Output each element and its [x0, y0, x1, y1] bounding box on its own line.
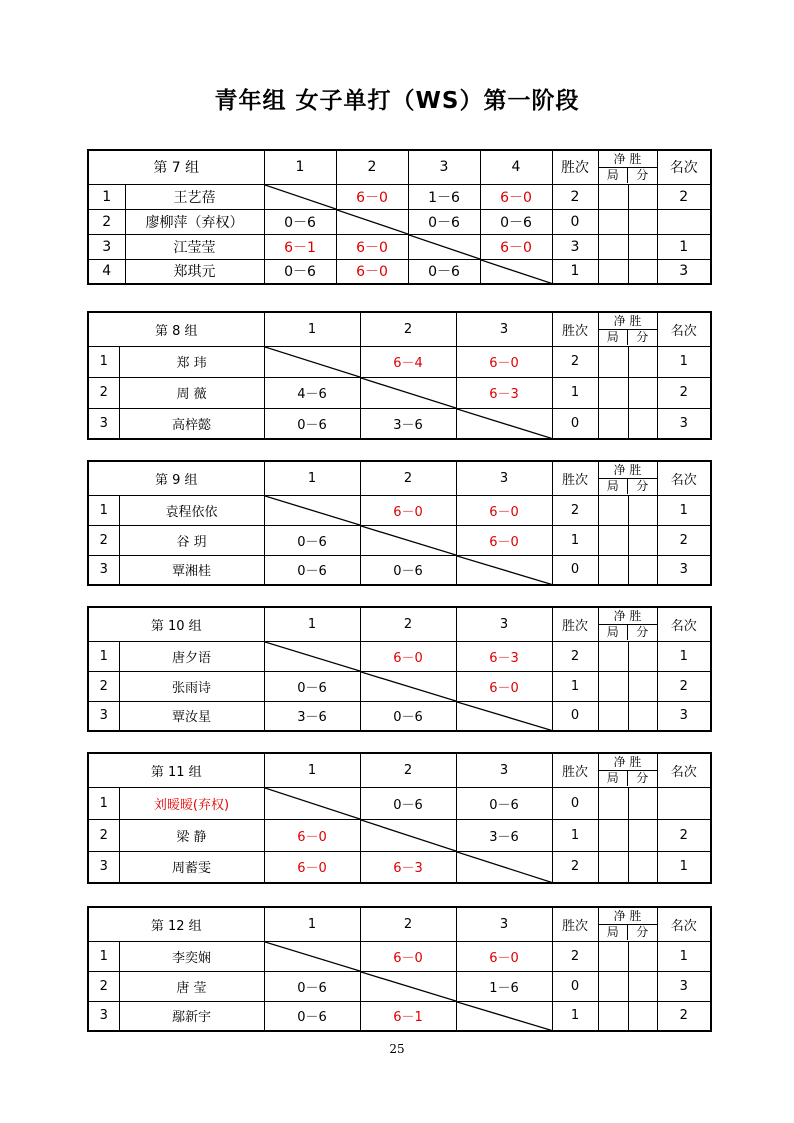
rank-cell: 1 — [657, 851, 711, 883]
player-number: 3 — [88, 851, 119, 883]
wins-cell: 0 — [552, 555, 598, 585]
ju-cell — [598, 495, 628, 525]
score-cell: 0－6 — [456, 787, 552, 819]
diagonal-line — [361, 820, 456, 851]
fen-cell — [628, 259, 657, 284]
diagonal-line — [457, 1002, 552, 1031]
fen-cell — [628, 209, 657, 234]
rank-cell: 1 — [657, 234, 711, 259]
score-cell: 3－6 — [264, 701, 360, 731]
score-cell: 6－0 — [456, 671, 552, 701]
score-cell: 6－1 — [264, 234, 336, 259]
diagonal-line — [457, 556, 552, 585]
diagonal-line — [457, 409, 552, 439]
score-cell: 0－6 — [264, 259, 336, 284]
score-cell: 3－6 — [360, 408, 456, 439]
score-cell: 6－1 — [360, 1001, 456, 1031]
net-win-sub — [599, 330, 657, 345]
wins-cell: 1 — [552, 1001, 598, 1031]
player-name: 鄢新宇 — [119, 1001, 264, 1031]
column-header: 1 — [264, 607, 360, 641]
ju-cell — [598, 408, 628, 439]
score-cell: 0－6 — [408, 259, 480, 284]
score-cell: 4－6 — [264, 377, 360, 408]
player-number: 3 — [88, 555, 119, 585]
column-header: 1 — [264, 150, 336, 184]
player-name: 覃汝星 — [119, 701, 264, 731]
ju-cell — [598, 1001, 628, 1031]
rank-header: 名次 — [657, 150, 711, 184]
fen-label: 分 — [636, 167, 649, 182]
player-number: 2 — [88, 819, 119, 851]
score-cell: 0－6 — [264, 671, 360, 701]
ju-cell — [598, 184, 628, 209]
rank-header: 名次 — [657, 312, 711, 346]
score-cell: 0－6 — [264, 408, 360, 439]
diagonal-cell — [336, 209, 408, 234]
player-number: 4 — [88, 259, 125, 284]
score-cell: 6－0 — [480, 234, 552, 259]
score-cell: 6－0 — [456, 941, 552, 971]
score-cell: 6－0 — [456, 525, 552, 555]
diagonal-cell — [456, 408, 552, 439]
player-row — [88, 525, 711, 555]
score-cell: 1－6 — [408, 184, 480, 209]
diagonal-cell — [264, 495, 360, 525]
rank-header: 名次 — [657, 907, 711, 941]
ju-cell — [598, 377, 628, 408]
net-win-header — [598, 907, 657, 941]
diagonal-line — [361, 672, 456, 701]
column-header: 1 — [264, 907, 360, 941]
fen-label: 分 — [636, 624, 649, 639]
player-number: 2 — [88, 971, 119, 1001]
rank-cell: 2 — [657, 819, 711, 851]
player-name: 周蓄雯 — [119, 851, 264, 883]
wins-header: 胜次 — [552, 312, 598, 346]
rank-cell: 2 — [657, 1001, 711, 1031]
score-cell: 6－0 — [336, 234, 408, 259]
column-header: 1 — [264, 753, 360, 787]
fen-label: 分 — [636, 329, 649, 344]
net-win-header — [598, 607, 657, 641]
group-name: 第 10 组 — [88, 607, 264, 641]
player-name: 郑琪元 — [125, 259, 264, 284]
column-header: 1 — [264, 312, 360, 346]
column-header: 3 — [456, 461, 552, 495]
diagonal-line — [361, 378, 456, 408]
player-row — [88, 851, 711, 883]
ju-cell — [598, 555, 628, 585]
rank-cell: 3 — [657, 408, 711, 439]
diagonal-line — [265, 496, 360, 525]
rank-cell: 2 — [657, 377, 711, 408]
player-row — [88, 209, 711, 234]
net-win-label: 净 胜 — [599, 463, 657, 479]
ju-cell — [598, 851, 628, 883]
player-name: 唐 莹 — [119, 971, 264, 1001]
player-row — [88, 234, 711, 259]
player-number: 1 — [88, 495, 119, 525]
fen-cell — [628, 971, 657, 1001]
fen-label: 分 — [636, 770, 649, 785]
fen-label: 分 — [636, 924, 649, 939]
wins-cell: 1 — [552, 259, 598, 284]
score-cell: 6－0 — [456, 346, 552, 377]
player-number: 1 — [88, 346, 119, 377]
rank-cell: 2 — [657, 184, 711, 209]
diagonal-cell — [360, 819, 456, 851]
column-header: 3 — [456, 753, 552, 787]
net-win-label: 净 胜 — [599, 755, 657, 771]
score-cell: 0－6 — [264, 1001, 360, 1031]
diagonal-cell — [360, 377, 456, 408]
net-win-sub — [599, 168, 657, 183]
score-cell: 3－6 — [456, 819, 552, 851]
column-header: 2 — [360, 312, 456, 346]
ju-cell — [598, 971, 628, 1001]
player-name: 江莹莹 — [125, 234, 264, 259]
score-cell: 0－6 — [264, 971, 360, 1001]
net-win-sub — [599, 771, 657, 786]
ju-cell — [598, 525, 628, 555]
column-header: 4 — [480, 150, 552, 184]
diagonal-cell — [456, 555, 552, 585]
score-cell: 6－0 — [360, 495, 456, 525]
wins-cell: 1 — [552, 377, 598, 408]
score-cell: 0－6 — [360, 555, 456, 585]
ju-label: 局 — [599, 625, 629, 640]
ju-label: 局 — [599, 330, 629, 345]
wins-header: 胜次 — [552, 150, 598, 184]
score-cell: 6－0 — [480, 184, 552, 209]
rank-cell: 3 — [657, 259, 711, 284]
diagonal-line — [265, 942, 360, 971]
player-row — [88, 971, 711, 1001]
net-win-header — [598, 312, 657, 346]
diagonal-line — [409, 235, 480, 259]
score-cell: 0－6 — [360, 787, 456, 819]
group-name: 第 12 组 — [88, 907, 264, 941]
player-name: 谷 玥 — [119, 525, 264, 555]
wins-cell: 0 — [552, 701, 598, 731]
player-number: 1 — [88, 941, 119, 971]
player-row — [88, 1001, 711, 1031]
score-cell: 6－0 — [336, 259, 408, 284]
player-number: 3 — [88, 701, 119, 731]
column-header: 3 — [456, 312, 552, 346]
player-number: 2 — [88, 377, 119, 408]
player-name: 廖柳萍（弃权） — [125, 209, 264, 234]
column-header: 2 — [360, 607, 456, 641]
diagonal-cell — [360, 971, 456, 1001]
net-win-header — [598, 753, 657, 787]
player-row — [88, 819, 711, 851]
wins-cell: 0 — [552, 787, 598, 819]
diagonal-cell — [480, 259, 552, 284]
fen-cell — [628, 787, 657, 819]
diagonal-cell — [408, 234, 480, 259]
diagonal-line — [265, 642, 360, 671]
ju-cell — [598, 259, 628, 284]
net-win-sub — [599, 479, 657, 494]
ju-cell — [598, 819, 628, 851]
player-row — [88, 701, 711, 731]
player-row — [88, 941, 711, 971]
player-row — [88, 555, 711, 585]
rank-cell: 3 — [657, 555, 711, 585]
fen-cell — [628, 819, 657, 851]
wins-cell: 1 — [552, 671, 598, 701]
diagonal-cell — [360, 525, 456, 555]
player-row — [88, 346, 711, 377]
player-name: 覃湘桂 — [119, 555, 264, 585]
wins-cell: 2 — [552, 851, 598, 883]
player-number: 2 — [88, 525, 119, 555]
ju-cell — [598, 787, 628, 819]
group-table — [87, 906, 712, 1032]
score-cell: 0－6 — [408, 209, 480, 234]
wins-header: 胜次 — [552, 461, 598, 495]
ju-label: 局 — [599, 925, 629, 940]
diagonal-cell — [264, 787, 360, 819]
wins-cell: 2 — [552, 346, 598, 377]
score-cell: 6－3 — [360, 851, 456, 883]
net-win-header — [598, 150, 657, 184]
fen-cell — [628, 941, 657, 971]
rank-cell: 2 — [657, 671, 711, 701]
score-cell: 0－6 — [264, 525, 360, 555]
player-number: 3 — [88, 408, 119, 439]
net-win-label: 净 胜 — [599, 609, 657, 625]
net-win-label: 净 胜 — [599, 909, 657, 925]
rank-cell: 1 — [657, 346, 711, 377]
group-table — [87, 752, 712, 884]
wins-cell: 0 — [552, 971, 598, 1001]
fen-cell — [628, 701, 657, 731]
fen-cell — [628, 346, 657, 377]
ju-cell — [598, 701, 628, 731]
rank-header: 名次 — [657, 607, 711, 641]
score-cell: 0－6 — [360, 701, 456, 731]
ju-label: 局 — [599, 479, 629, 494]
score-cell: 6－0 — [360, 641, 456, 671]
fen-cell — [628, 851, 657, 883]
column-header: 2 — [360, 907, 456, 941]
diagonal-cell — [456, 851, 552, 883]
diagonal-cell — [360, 671, 456, 701]
wins-cell: 2 — [552, 641, 598, 671]
score-cell: 0－6 — [480, 209, 552, 234]
player-number: 1 — [88, 787, 119, 819]
wins-cell: 2 — [552, 941, 598, 971]
diagonal-cell — [264, 346, 360, 377]
fen-cell — [628, 495, 657, 525]
group-name: 第 11 组 — [88, 753, 264, 787]
player-name: 梁 静 — [119, 819, 264, 851]
rank-header: 名次 — [657, 753, 711, 787]
rank-cell: 1 — [657, 495, 711, 525]
group-name: 第 8 组 — [88, 312, 264, 346]
player-number: 3 — [88, 234, 125, 259]
diagonal-line — [361, 526, 456, 555]
wins-cell: 1 — [552, 525, 598, 555]
rank-cell: 1 — [657, 941, 711, 971]
fen-cell — [628, 671, 657, 701]
column-header: 3 — [456, 907, 552, 941]
fen-cell — [628, 525, 657, 555]
player-row — [88, 184, 711, 209]
diagonal-line — [457, 702, 552, 731]
diagonal-cell — [456, 1001, 552, 1031]
fen-cell — [628, 408, 657, 439]
player-row — [88, 641, 711, 671]
player-name: 袁程依依 — [119, 495, 264, 525]
rank-cell: 3 — [657, 971, 711, 1001]
player-row — [88, 495, 711, 525]
wins-cell: 2 — [552, 184, 598, 209]
diagonal-cell — [264, 641, 360, 671]
ju-cell — [598, 641, 628, 671]
player-number: 2 — [88, 671, 119, 701]
column-header: 2 — [360, 753, 456, 787]
score-cell: 0－6 — [264, 555, 360, 585]
fen-cell — [628, 377, 657, 408]
player-number: 2 — [88, 209, 125, 234]
score-cell: 6－0 — [264, 851, 360, 883]
player-number: 3 — [88, 1001, 119, 1031]
wins-cell: 0 — [552, 408, 598, 439]
score-cell: 6－0 — [360, 941, 456, 971]
page-number: 25 — [389, 1042, 405, 1056]
fen-cell — [628, 234, 657, 259]
player-number: 1 — [88, 184, 125, 209]
wins-cell: 0 — [552, 209, 598, 234]
ju-cell — [598, 209, 628, 234]
diagonal-line — [361, 972, 456, 1001]
net-win-label: 净 胜 — [599, 152, 657, 168]
player-name: 王艺蓓 — [125, 184, 264, 209]
player-name: 刘暧暧(弃权) — [119, 787, 264, 819]
player-name: 周 薇 — [119, 377, 264, 408]
player-row — [88, 408, 711, 439]
fen-cell — [628, 1001, 657, 1031]
net-win-sub — [599, 625, 657, 640]
diagonal-line — [265, 185, 336, 209]
diagonal-line — [265, 347, 360, 377]
fen-label: 分 — [636, 478, 649, 493]
diagonal-line — [265, 788, 360, 819]
player-name: 唐夕语 — [119, 641, 264, 671]
group-table — [87, 149, 712, 285]
column-header: 3 — [456, 607, 552, 641]
ju-label: 局 — [599, 168, 629, 183]
player-name: 郑 玮 — [119, 346, 264, 377]
wins-header: 胜次 — [552, 907, 598, 941]
ju-label: 局 — [599, 771, 629, 786]
fen-cell — [628, 641, 657, 671]
player-name: 高梓懿 — [119, 408, 264, 439]
score-cell: 6－4 — [360, 346, 456, 377]
diagonal-cell — [264, 184, 336, 209]
wins-cell: 1 — [552, 819, 598, 851]
diagonal-line — [481, 260, 552, 284]
net-win-label: 净 胜 — [599, 314, 657, 330]
ju-cell — [598, 234, 628, 259]
fen-cell — [628, 184, 657, 209]
ju-cell — [598, 346, 628, 377]
rank-header: 名次 — [657, 461, 711, 495]
group-table — [87, 460, 712, 586]
column-header: 1 — [264, 461, 360, 495]
group-table — [87, 311, 712, 440]
rank-cell — [657, 787, 711, 819]
wins-header: 胜次 — [552, 607, 598, 641]
fen-cell — [628, 555, 657, 585]
diagonal-line — [337, 210, 408, 234]
player-row — [88, 377, 711, 408]
score-cell: 6－0 — [264, 819, 360, 851]
player-name: 李奕娴 — [119, 941, 264, 971]
page-title: 青年组 女子单打（WS）第一阶段 — [214, 88, 580, 114]
group-name: 第 7 组 — [88, 150, 264, 184]
ju-cell — [598, 671, 628, 701]
score-cell: 6－0 — [336, 184, 408, 209]
rank-cell: 2 — [657, 525, 711, 555]
column-header: 3 — [408, 150, 480, 184]
wins-header: 胜次 — [552, 753, 598, 787]
wins-cell: 2 — [552, 495, 598, 525]
score-cell: 1－6 — [456, 971, 552, 1001]
score-cell: 6－3 — [456, 377, 552, 408]
player-row — [88, 787, 711, 819]
rank-cell: 3 — [657, 701, 711, 731]
group-table — [87, 606, 712, 732]
player-number: 1 — [88, 641, 119, 671]
player-row — [88, 671, 711, 701]
net-win-sub — [599, 925, 657, 940]
group-name: 第 9 组 — [88, 461, 264, 495]
player-row — [88, 259, 711, 284]
diagonal-cell — [264, 941, 360, 971]
rank-cell: 1 — [657, 641, 711, 671]
score-cell: 6－0 — [456, 495, 552, 525]
wins-cell: 3 — [552, 234, 598, 259]
column-header: 2 — [360, 461, 456, 495]
score-cell: 6－3 — [456, 641, 552, 671]
player-name: 张雨诗 — [119, 671, 264, 701]
diagonal-cell — [456, 701, 552, 731]
score-cell: 0－6 — [264, 209, 336, 234]
rank-cell — [657, 209, 711, 234]
net-win-header — [598, 461, 657, 495]
column-header: 2 — [336, 150, 408, 184]
ju-cell — [598, 941, 628, 971]
diagonal-line — [457, 852, 552, 883]
